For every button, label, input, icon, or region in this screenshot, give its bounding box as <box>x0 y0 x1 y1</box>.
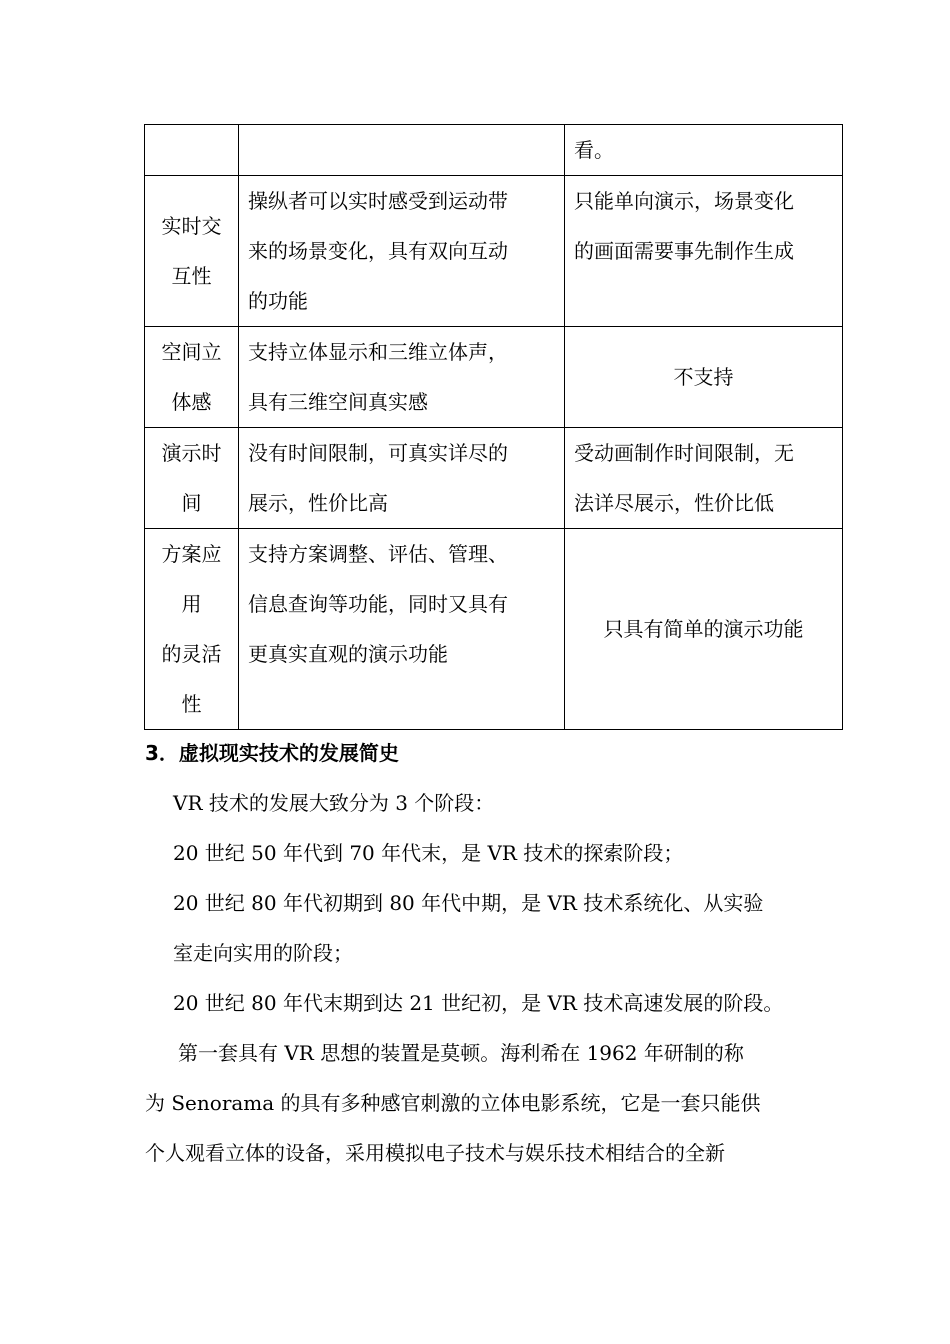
paragraph-line: 20 世纪 80 年代末期到达 21 世纪初，是 VR 技术高速发展的阶段。 <box>173 991 784 1015</box>
table-row <box>145 327 843 428</box>
paragraph-line: 第一套具有 VR 思想的装置是莫顿。海利希在 1962 年研制的称 <box>178 1041 744 1065</box>
paragraph-line: 20 世纪 80 年代初期到 80 年代中期，是 VR 技术系统化、从实验 <box>173 891 764 915</box>
cell-text: 更真实直观的演示功能 <box>248 642 448 666</box>
cell-text: 实时交 <box>161 214 222 238</box>
paragraph-line: 室走向实用的阶段； <box>173 941 353 965</box>
cell-text: 不支持 <box>673 365 734 389</box>
cell-text: 没有时间限制，可真实详尽的 <box>248 441 508 465</box>
cell-text: 支持立体显示和三维立体声， <box>248 340 508 364</box>
table-cell-animation <box>565 428 843 529</box>
cell-text: 支持方案调整、评估、管理、 <box>248 542 508 566</box>
table-cell-vr <box>239 428 565 529</box>
cell-text: 法详尽展示，性价比低 <box>574 491 774 515</box>
cell-text: 操纵者可以实时感受到运动带 <box>248 189 508 213</box>
section-body <box>145 778 825 1178</box>
paragraph-line: 20 世纪 50 年代到 70 年代末，是 VR 技术的探索阶段； <box>173 841 684 865</box>
cell-text: 性 <box>181 692 202 716</box>
table-row <box>145 529 843 730</box>
cell-text: 方案应 <box>161 542 222 566</box>
table-cell-animation <box>565 529 843 730</box>
table-cell-vr <box>239 125 565 176</box>
cell-text: 来的场景变化，具有双向互动 <box>248 239 508 263</box>
cell-text: 间 <box>181 491 202 515</box>
cell-text: 展示，性价比高 <box>248 491 388 515</box>
cell-text: 信息查询等功能，同时又具有 <box>248 592 508 616</box>
paragraph-line: 个人观看立体的设备，采用模拟电子技术与娱乐技术相结合的全新 <box>145 1141 725 1165</box>
paragraph-line: VR 技术的发展大致分为 3 个阶段： <box>173 791 495 815</box>
table-cell-animation <box>565 125 843 176</box>
cell-text: 空间立 <box>161 340 222 364</box>
table-row <box>145 176 843 327</box>
table-cell-animation <box>565 327 843 428</box>
cell-text: 只具有简单的演示功能 <box>603 617 804 641</box>
cell-text: 看。 <box>574 138 614 162</box>
cell-text: 用 <box>181 592 202 616</box>
cell-text: 具有三维空间真实感 <box>248 390 428 414</box>
table-cell-feature <box>145 529 239 730</box>
cell-text: 演示时 <box>161 441 222 465</box>
table-cell-vr <box>239 176 565 327</box>
paragraph-line: 为 Senorama 的具有多种感官刺激的立体电影系统，它是一套只能供 <box>145 1091 761 1115</box>
table-row <box>145 428 843 529</box>
table-row <box>145 125 843 176</box>
section-heading: 3．虚拟现实技术的发展简史 <box>145 741 399 765</box>
table-cell-feature <box>145 428 239 529</box>
cell-text: 的灵活 <box>161 642 222 666</box>
table-cell-animation <box>565 176 843 327</box>
table-cell-vr <box>239 327 565 428</box>
table-cell-feature <box>145 176 239 327</box>
cell-text: 的功能 <box>248 289 308 313</box>
cell-text: 受动画制作时间限制，无 <box>574 441 794 465</box>
comparison-table <box>144 124 843 730</box>
cell-text: 的画面需要事先制作生成 <box>574 239 794 263</box>
table-cell-vr <box>239 529 565 730</box>
table-cell-feature <box>145 125 239 176</box>
table-cell-feature <box>145 327 239 428</box>
cell-text: 只能单向演示，场景变化 <box>574 189 794 213</box>
cell-text: 体感 <box>171 390 212 414</box>
cell-text: 互性 <box>171 264 212 288</box>
